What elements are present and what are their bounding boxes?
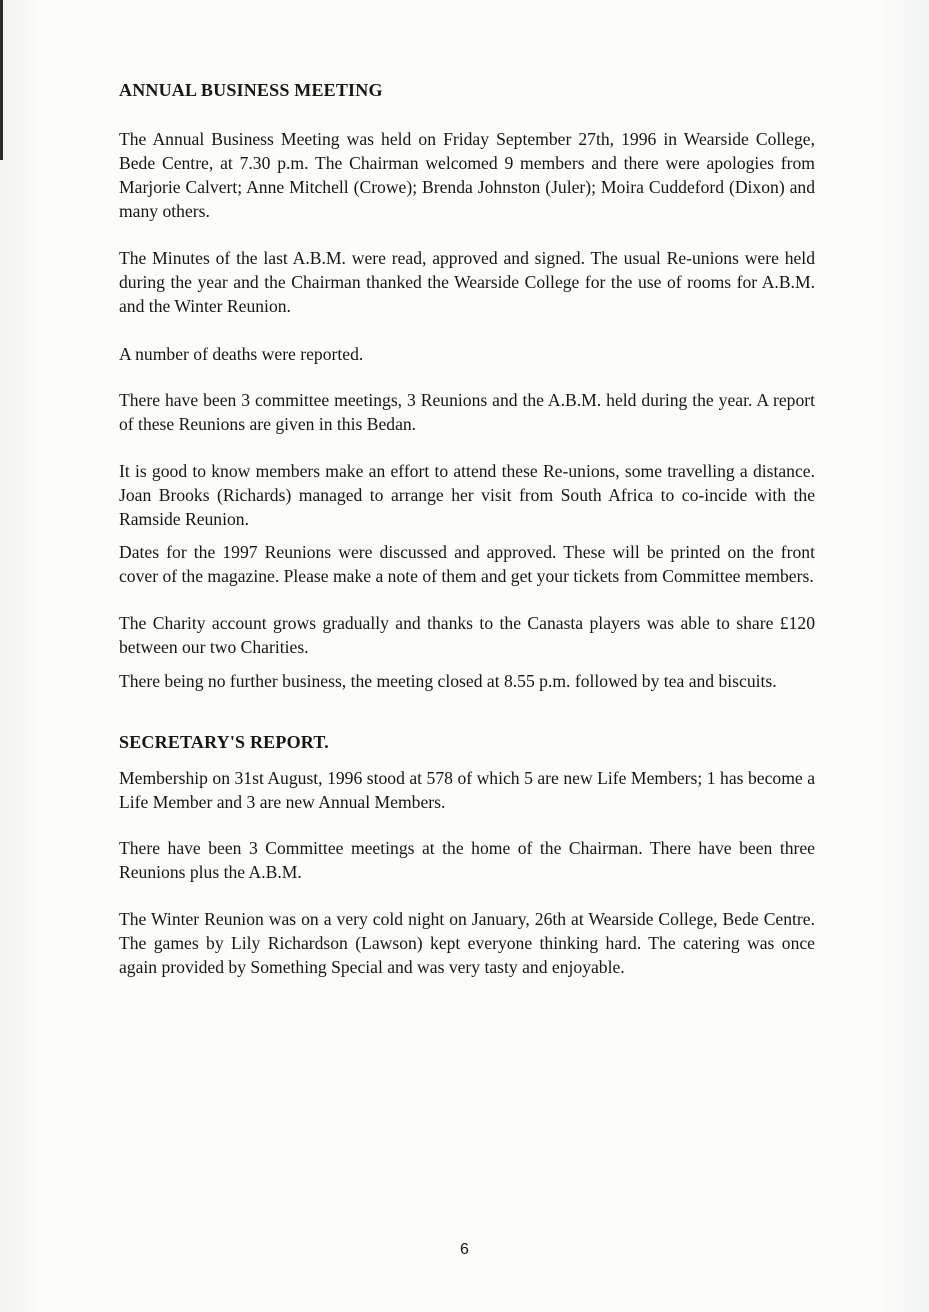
abm-heading: ANNUAL BUSINESS MEETING (119, 80, 383, 100)
secretary-paragraph-2: There have been 3 Committee meetings at the home of the Chairman. There have been three Reunions plus the A.B.M. (119, 838, 815, 882)
abm-paragraph-8: There being no further business, the meeting closed at 8.55 p.m. followed by tea and biscuits. (119, 671, 777, 691)
secretary-paragraph-1: Membership on 31st August, 1996 stood at 578 of which 5 are new Life Members; 1 has become a Life Member and 3 are new Annual Members. (119, 768, 815, 812)
page-edge-mark (0, 0, 3, 160)
page-content (119, 78, 815, 979)
abm-paragraph-2: The Minutes of the last A.B.M. were read, approved and signed. The usual Re-unions were held during the year and the Chairman thanked the Wearside College for the use of rooms for A.B.M. and the Winter Reunion. (119, 248, 815, 316)
secretary-report-heading: SECRETARY'S REPORT. (119, 732, 329, 752)
abm-paragraph-3: A number of deaths were reported. (119, 344, 364, 364)
abm-paragraph-6: Dates for the 1997 Reunions were discussed and approved. These will be printed on the front cover of the magazine. Please make a note of them and get your tickets from Committee members. (119, 542, 815, 586)
abm-paragraph-5: It is good to know members make an effort to attend these Re-unions, some travelling a distance. Joan Brooks (Richards) managed to arrange her visit from South Africa to co-incide with the Ramside Reunion. (119, 461, 815, 529)
abm-paragraph-7: The Charity account grows gradually and thanks to the Canasta players was able to share £120 between our two Charities. (119, 613, 815, 657)
abm-paragraph-4: There have been 3 committee meetings, 3 Reunions and the A.B.M. held during the year. A report of these Reunions are given in this Bedan. (119, 390, 815, 434)
abm-paragraph-1: The Annual Business Meeting was held on Friday September 27th, 1996 in Wearside College, Bede Centre, at 7.30 p.m. The Chairman welcomed 9 members and there were apologies from Marjorie Calvert; Anne Mitchell (Crowe); Brenda Johnston (Juler); Moira Cuddeford (Dixon) and many others. (119, 129, 815, 221)
page-number: 6 (460, 1241, 469, 1258)
secretary-paragraph-3: The Winter Reunion was on a very cold night on January, 26th at Wearside College, Bede Centre. The games by Lily Richardson (Lawson) kept everyone thinking hard. The catering was once again provided by Something Special and was very tasty and enjoyable. (119, 909, 815, 977)
